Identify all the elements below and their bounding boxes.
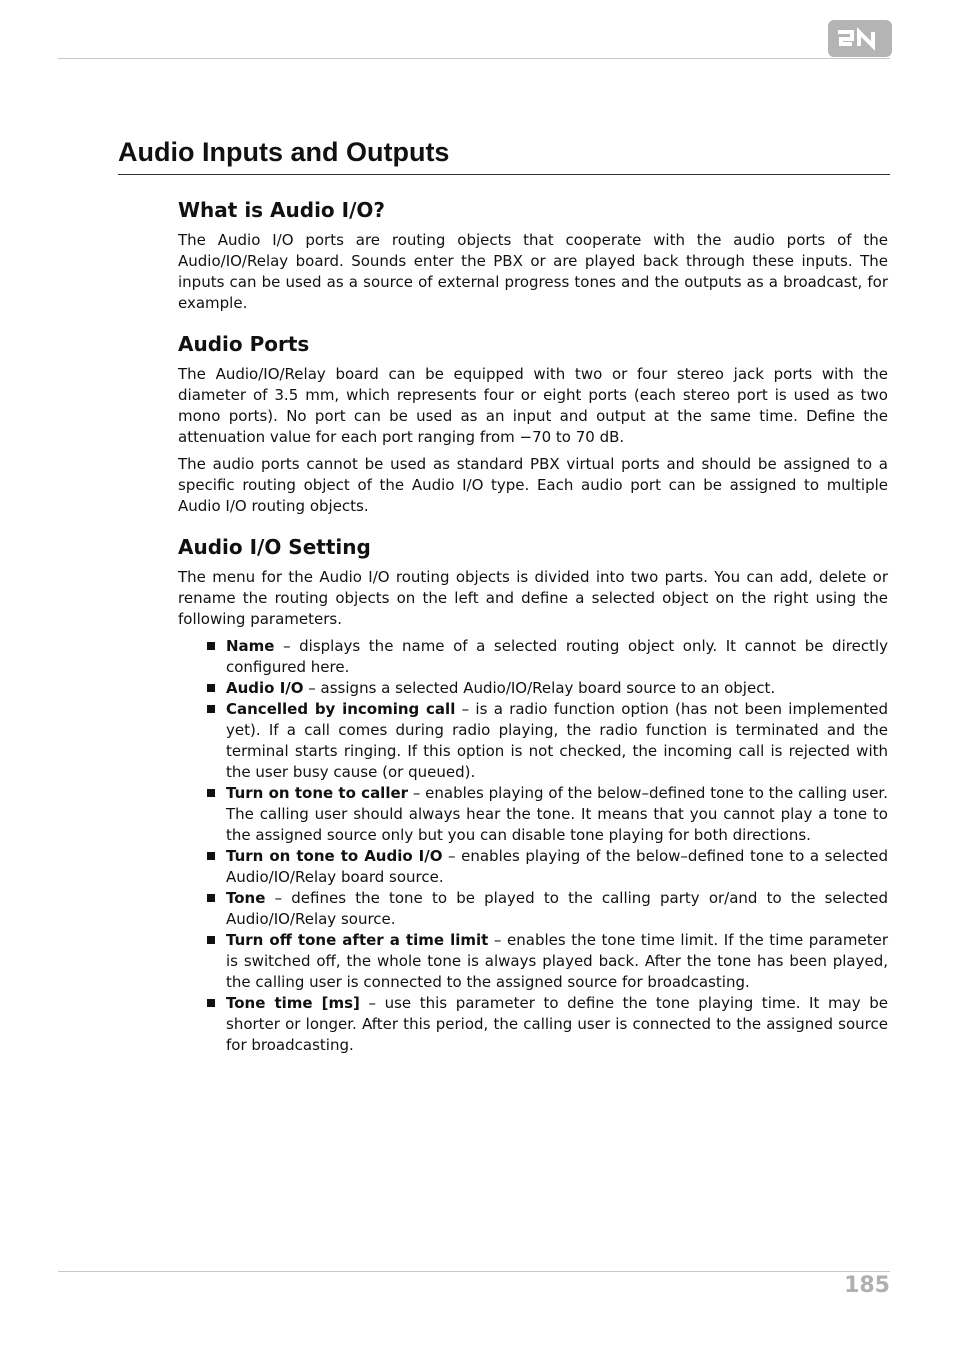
2n-logo-icon — [828, 20, 892, 57]
parameter-term: Name — [226, 637, 275, 655]
square-bullet-icon — [207, 894, 215, 902]
page-title: Audio Inputs and Outputs — [118, 132, 890, 175]
paragraph: The Audio I/O ports are routing objects that cooperate with the audio ports of the Audio/IO/Relay board. Sounds enter the PBX or are played back through these inputs. The inputs can be used as a source of external progress tones and the outputs as a broadcast, for example. — [178, 231, 888, 312]
parameter-description: – is a radio function option (has not been implemented yet). If a call comes during radio playing, the radio function is terminated and the terminal starts ringing. If this option is not checked, the incoming call is rejected with the user busy cause (or queued). — [226, 700, 888, 781]
parameter-term: Turn on tone to Audio I/O — [226, 847, 443, 865]
list-item — [178, 678, 888, 699]
parameter-term: Turn on tone to caller — [226, 784, 409, 802]
parameter-description: – enables playing of the below–defined tone to a selected Audio/IO/Relay board source. — [226, 847, 888, 886]
square-bullet-icon — [207, 642, 215, 650]
square-bullet-icon — [207, 999, 215, 1007]
parameter-term: Tone time [ms] — [226, 994, 360, 1012]
parameter-description: – enables the tone time limit. If the time parameter is switched off, the whole tone is always played back. After the tone has been played, the calling user is connected to the assigned source for broadcasting. — [226, 931, 888, 991]
paragraph: The audio ports cannot be used as standard PBX virtual ports and should be assigned to a specific routing object of the Audio I/O type. Each audio port can be assigned to multiple Audio I/O routing objects. — [178, 455, 888, 515]
document-body — [178, 190, 888, 1056]
parameter-list — [178, 636, 888, 1056]
parameter-term: Cancelled by incoming call — [226, 700, 456, 718]
parameter-description: – displays the name of a selected routing object only. It cannot be directly configured here. — [226, 637, 888, 676]
parameter-description: – defines the tone to be played to the calling party or/and to the selected Audio/IO/Relay source. — [226, 889, 888, 928]
parameter-term: Tone — [226, 889, 266, 907]
parameter-term: Audio I/O — [226, 679, 304, 697]
section-heading-what-is-audio-io: What is Audio I/O? — [178, 198, 385, 222]
header-rule — [58, 58, 890, 59]
list-item — [178, 888, 888, 930]
parameter-description: – enables playing of the below–defined tone to the calling user. The calling user should always hear the tone. It means that you cannot play a tone to the assigned source only but you can disable tone playing for both directions. — [226, 784, 888, 844]
list-item — [178, 993, 888, 1056]
page-number: 185 — [844, 1273, 890, 1298]
square-bullet-icon — [207, 789, 215, 797]
parameter-term: Turn off tone after a time limit — [226, 931, 489, 949]
list-item — [178, 846, 888, 888]
square-bullet-icon — [207, 852, 215, 860]
parameter-description: – use this parameter to define the tone playing time. It may be shorter or longer. After this period, the calling user is connected to the assigned source for broadcasting. — [226, 994, 888, 1054]
parameter-description: – assigns a selected Audio/IO/Relay board source to an object. — [303, 679, 776, 697]
list-item — [178, 783, 888, 846]
square-bullet-icon — [207, 684, 215, 692]
list-item — [178, 699, 888, 783]
square-bullet-icon — [207, 705, 215, 713]
section-heading-audio-io-setting: Audio I/O Setting — [178, 535, 371, 559]
paragraph: The Audio/IO/Relay board can be equipped with two or four stereo jack ports with the diameter of 3.5 mm, which represents four or eight ports (each stereo port is used as two mono ports). No port can be used as an input and output at the same time. Define the attenuation value for each port ranging from −70 to 70 dB. — [178, 365, 888, 446]
footer-rule — [58, 1271, 890, 1272]
list-item — [178, 930, 888, 993]
paragraph: The menu for the Audio I/O routing objects is divided into two parts. You can add, delete or rename the routing objects on the left and define a selected object on the right using the following parameters. — [178, 568, 888, 628]
square-bullet-icon — [207, 936, 215, 944]
list-item — [178, 636, 888, 678]
section-heading-audio-ports: Audio Ports — [178, 332, 310, 356]
